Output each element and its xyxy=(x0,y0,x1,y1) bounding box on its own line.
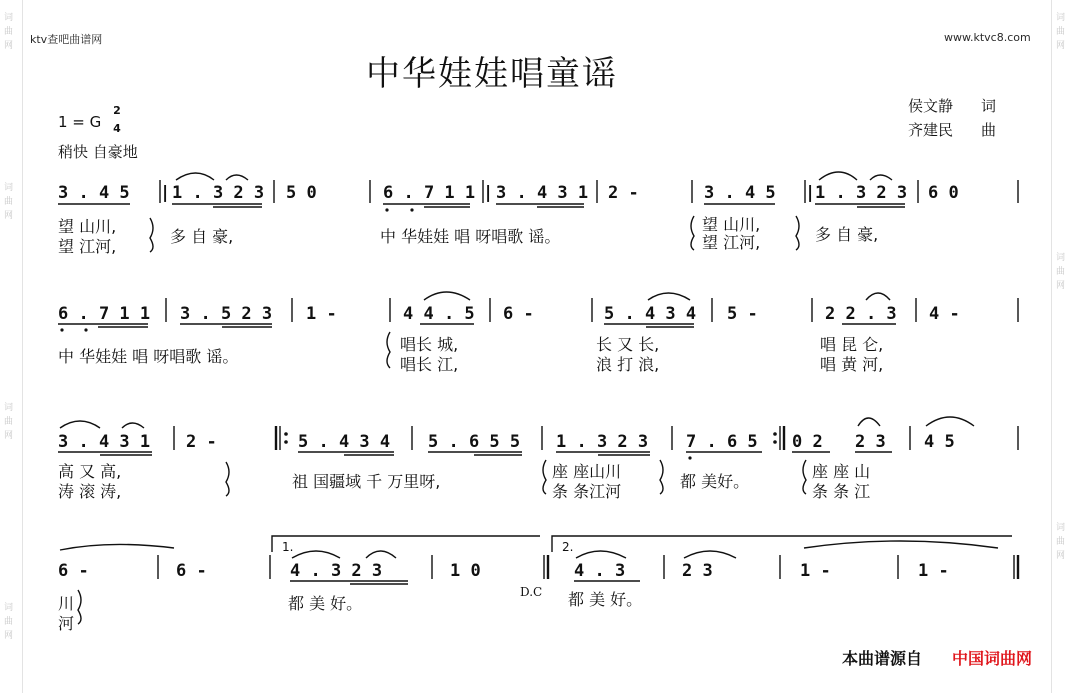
slur xyxy=(366,551,396,558)
note-group: 2 3 xyxy=(682,561,713,581)
repeat-dot xyxy=(284,432,288,436)
volta-1-bracket xyxy=(272,536,540,552)
note-group: 6 . 7 1 1 xyxy=(58,304,151,324)
tie xyxy=(60,544,174,550)
lyric-verse1: 祖 国疆域 千 万里呀, xyxy=(292,472,441,491)
watermark-char: 词 xyxy=(1056,13,1066,23)
lyric-verse1: 高 又 高, xyxy=(58,462,122,481)
slur xyxy=(576,551,626,558)
lyric-verse1: 多 自 豪, xyxy=(170,227,234,246)
lyricist-role: 词 xyxy=(981,97,997,115)
time-signature-top: 2 xyxy=(113,104,121,117)
slur xyxy=(60,421,100,428)
slur xyxy=(226,175,248,180)
note-group: 5 0 xyxy=(286,183,317,203)
brace xyxy=(150,218,153,252)
slur xyxy=(648,293,690,300)
brace xyxy=(796,216,799,250)
lyric-verse1: 都 美好。 xyxy=(680,472,750,491)
watermark-char: 网 xyxy=(1056,551,1066,561)
note-group: | xyxy=(483,183,494,203)
watermark-char: 曲 xyxy=(4,27,14,37)
lyric-verse1: 多 自 豪, xyxy=(815,225,879,244)
octave-dot xyxy=(60,328,63,331)
site-url-right[interactable]: www.ktvc8.com xyxy=(944,31,1031,44)
lyric-verse1: 长 又 长, xyxy=(596,335,660,354)
site-name-left[interactable]: ktv查吧曲谱网 xyxy=(30,33,103,46)
lyricist-name: 侯文静 xyxy=(908,97,954,115)
note-group: 3 . 5 2 3 xyxy=(180,304,273,324)
note-group: | xyxy=(160,183,171,203)
note-group: 4 - xyxy=(929,304,960,324)
note-group: 6 . 7 1 1 xyxy=(383,183,476,203)
lyric-verse2: 浪 打 浪, xyxy=(596,355,660,374)
lyric-verse1: 中 华娃娃 唱 呀唱歌 谣。 xyxy=(58,347,239,366)
lyric-verse1: 中 华娃娃 唱 呀唱歌 谣。 xyxy=(380,227,561,246)
key-signature: 1 = G xyxy=(58,113,102,131)
brace xyxy=(691,216,694,250)
watermark-char: 词 xyxy=(1056,253,1066,263)
note-group: 1 - xyxy=(306,304,337,324)
watermark-char: 词 xyxy=(4,183,14,193)
note-group: 6 - xyxy=(503,304,534,324)
note-group: 1 - xyxy=(800,561,831,581)
lyric-verse1: 望 山川, xyxy=(702,215,761,234)
lyric-verse2: 唱长 江, xyxy=(400,355,459,374)
slur xyxy=(424,292,470,300)
source-site-link[interactable]: 中国词曲网 xyxy=(952,649,1033,668)
composer-name: 齐建民 xyxy=(908,121,954,139)
lyric-verse1: 唱 昆 仑, xyxy=(820,335,884,354)
note-group: 2 - xyxy=(186,432,217,452)
brace xyxy=(78,590,81,624)
lyric-verse1: 川 xyxy=(58,594,75,613)
note-group: 6 0 xyxy=(928,183,959,203)
watermark-char: 网 xyxy=(1056,281,1066,291)
slur xyxy=(684,551,736,558)
note-group: 1 . 3 2 3 xyxy=(172,183,265,203)
watermark-char: 网 xyxy=(4,431,14,441)
watermark-char: 曲 xyxy=(1056,537,1066,547)
lyric-verse2: 涛 滚 涛, xyxy=(58,482,122,501)
brace xyxy=(803,460,806,494)
watermark-char: 曲 xyxy=(1056,27,1066,37)
watermark-char: 曲 xyxy=(4,617,14,627)
watermark-char: 曲 xyxy=(4,197,14,207)
lyric-verse1: 座 座山川 xyxy=(552,462,622,481)
volta-1-label: 1. xyxy=(282,540,294,554)
lyric-verse1: 都 美 好。 xyxy=(568,590,643,609)
watermark-char: 曲 xyxy=(1056,267,1066,277)
lyric-verse1: 唱长 城, xyxy=(400,335,459,354)
note-group: 7 . 6 5 xyxy=(686,432,758,452)
tempo-marking: 稍快 自豪地 xyxy=(58,143,138,161)
lyric-verse1: 望 山川, xyxy=(58,217,117,236)
octave-dot xyxy=(688,456,691,459)
watermark-char: 网 xyxy=(4,631,14,641)
watermark-char: 网 xyxy=(4,41,14,51)
note-group: 3 . 4 3 1 xyxy=(496,183,589,203)
watermark-char: 词 xyxy=(4,13,14,23)
repeat-dot xyxy=(773,432,777,436)
note-group: 5 . 4 3 4 xyxy=(298,432,391,452)
watermark-char: 曲 xyxy=(4,417,14,427)
tie xyxy=(804,541,998,548)
da-capo-marking: D.C xyxy=(520,585,543,599)
octave-dot xyxy=(84,328,87,331)
octave-dot xyxy=(410,208,413,211)
slur xyxy=(292,551,340,558)
lyric-verse2: 望 江河, xyxy=(702,233,761,252)
watermark-char: 网 xyxy=(1056,41,1066,51)
repeat-dot xyxy=(284,440,288,444)
slur xyxy=(176,173,214,180)
note-group: 1 0 xyxy=(450,561,481,581)
lyric-verse2: 条 条江河 xyxy=(552,482,622,501)
lyric-verse2: 望 江河, xyxy=(58,237,117,256)
composer-role: 曲 xyxy=(981,121,997,139)
note-group: 2 2 . 3 xyxy=(825,304,897,324)
note-group: 5 . 4 3 4 xyxy=(604,304,697,324)
brace xyxy=(387,332,390,368)
note-group: 1 . 3 2 3 xyxy=(556,432,649,452)
note-group: 0 2 xyxy=(792,432,823,452)
note-group: 4 4 . 5 xyxy=(403,304,475,324)
note-group: 1 . 3 2 3 xyxy=(815,183,908,203)
note-group: 6 - xyxy=(58,561,89,581)
note-group: 6 - xyxy=(176,561,207,581)
slur xyxy=(926,417,974,426)
watermark-char: 词 xyxy=(1056,523,1066,533)
note-group: 2 3 xyxy=(855,432,886,452)
source-label: 本曲谱源自 xyxy=(842,649,923,668)
watermark-char: 网 xyxy=(4,211,14,221)
volta-2-bracket xyxy=(552,536,1012,552)
lyric-verse2: 唱 黄 河, xyxy=(820,355,884,374)
note-group: 3 . 4 5 xyxy=(704,183,776,203)
note-group: 4 . 3 2 3 xyxy=(290,561,383,581)
lyric-verse1: 座 座 山 xyxy=(812,462,871,481)
note-group: 5 . 6 5 5 xyxy=(428,432,521,452)
brace xyxy=(226,462,229,496)
repeat-dot xyxy=(773,440,777,444)
volta-2-label: 2. xyxy=(562,540,574,554)
lyric-verse2: 条 条 江 xyxy=(812,482,871,501)
watermark-char: 词 xyxy=(4,603,14,613)
note-group: 1 - xyxy=(918,561,949,581)
slur xyxy=(858,418,880,426)
note-group: 4 5 xyxy=(924,432,955,452)
note-group: 4 . 3 xyxy=(574,561,626,581)
note-group: 2 - xyxy=(608,183,639,203)
brace xyxy=(543,460,546,494)
slur xyxy=(122,423,144,428)
watermark-char: 词 xyxy=(4,403,14,413)
note-group: 3 . 4 5 xyxy=(58,183,130,203)
brace xyxy=(660,460,663,494)
lyric-verse2: 河 xyxy=(58,614,75,633)
note-group: 5 - xyxy=(727,304,758,324)
slur xyxy=(870,175,892,180)
song-title: 中华娃娃唱童谣 xyxy=(366,54,618,94)
slur xyxy=(819,172,857,180)
note-group: | xyxy=(805,183,816,203)
slur xyxy=(866,293,890,300)
lyric-verse1: 都 美 好。 xyxy=(288,594,363,613)
time-signature-bottom: 4 xyxy=(113,122,121,135)
note-group: 3 . 4 3 1 xyxy=(58,432,151,452)
octave-dot xyxy=(385,208,388,211)
